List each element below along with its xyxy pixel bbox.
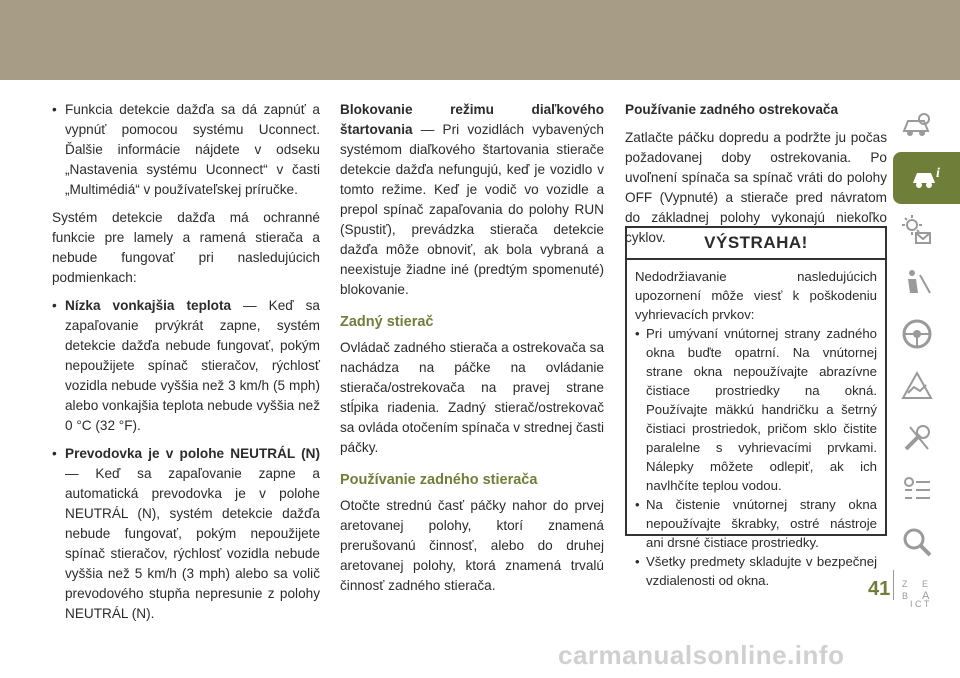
rear-wiper-paragraph: Ovládač zadného stierača a ostrekovača sa nachádza na páčke na ovládanie stierača/ostrekovača na pravej strane stĺpika riadenia. Zadný stierač/ostrekovač sa ovláda otočením spínača v strednej časti páčky. xyxy=(340,340,604,455)
tools-icon[interactable] xyxy=(893,412,941,464)
bullet-neutral-title: Prevodovka je v polohe NEUTRÁL (N) xyxy=(65,446,320,461)
column-1 xyxy=(52,100,320,632)
warning-intro: Nedodržiavanie nasledujúcich upozornení môže viesť k poškodeniu vyhrievacích prvkov: xyxy=(635,269,877,322)
bullet-low-temperature-text: — Keď sa zapaľovanie prvýkrát zapne, systém detekcie dažďa nebude fungovať, pokým nepoužijete spínač stieračov, rýchlosť vozidla nebude vyššia než 3 km/h (5 mph) alebo vonkajšia teplota nebude vyššia než 0 °C (32 °F). xyxy=(65,298,320,433)
car-info-icon[interactable] xyxy=(893,152,960,204)
settings-list-icon[interactable] xyxy=(893,464,941,516)
bullet-uconnect: • Funkcia detekcie dažďa sa dá zapnúť a vypnúť pomocou systému Uconnect. Ďalšie informácie nájdete v odseku „Nastavenia systému Uconnect“ v časti „Multimédiá“ v používateľskej príručke. xyxy=(52,100,320,200)
svg-text:A: A xyxy=(922,590,930,602)
bullet-neutral xyxy=(52,444,320,624)
side-tab-strip xyxy=(893,100,941,620)
bullet-low-temperature-title: Nízka vonkajšia teplota xyxy=(65,298,232,313)
warning-box xyxy=(625,226,887,588)
svg-text:B: B xyxy=(902,591,909,601)
remote-start-paragraph xyxy=(340,100,604,300)
bullet-neutral-text: — Keď sa zapaľovanie zapne a automatická prevodovka je v polohe NEUTRÁL (N), systém detekcie dažďa nebude fungovať, pokým nepoužijete spínač stieračov, rýchlosť vozidla nebude vyššia než 5 km/h (3 mph) alebo sa volič prevodového stupňa nepresunie z polohy NEUTRÁL (N). xyxy=(65,466,320,621)
dashboard-lights-icon[interactable] xyxy=(893,204,941,256)
bullet-low-temperature xyxy=(52,296,320,436)
warning-item: • Všetky predmety skladujte v bezpečnej vzdialenosti od okna. xyxy=(635,552,877,590)
index-letters-icon[interactable] xyxy=(893,568,941,620)
page-number: 41 xyxy=(868,578,891,600)
rear-wiper-usage-heading: Používanie zadného stierača xyxy=(340,472,538,488)
warning-triangle-icon[interactable] xyxy=(893,360,941,412)
rain-sensing-intro: Systém detekcie dažďa má ochranné funkcie pre lamely a ramená stierača a nebude fungovať pri nasledujúcich podmienkach: xyxy=(52,210,320,285)
svg-text:I C T: I C T xyxy=(910,599,930,609)
warning-body xyxy=(627,260,885,590)
watermark: carmanualsonline.info xyxy=(558,640,845,670)
car-search-icon[interactable] xyxy=(893,100,941,152)
top-banner xyxy=(0,0,960,80)
safety-airbag-icon[interactable] xyxy=(893,256,941,308)
rear-washer-paragraph: Zatlačte páčku dopredu a podržte ju počas požadovanej doby ostrekovania. Po uvoľnení spínača sa spínač vráti do polohy OFF (Vypnuté) a stierače pred návratom do základnej polohy vykonajú niekoľko cyklov. xyxy=(625,130,887,245)
search-icon[interactable] xyxy=(893,516,941,568)
svg-text:E: E xyxy=(922,579,929,589)
page-divider xyxy=(893,570,894,600)
remote-start-title: Blokovanie režimu diaľkového štartovania xyxy=(340,102,604,137)
wheel-icon[interactable] xyxy=(893,308,941,360)
warning-item: • Pri umývaní vnútornej strany zadného okna buďte opatrní. Na vnútornej strane okna nepoužívajte abrazívne čistiace prostriedky na okná. Používajte mäkkú handričku a šetrný čistiaci prostriedok, pričom sklo čistite paralelne s vyhrievacími prvkami. Nálepky môžete odlepiť, ak ich navlhčíte teplou vodou. xyxy=(635,324,877,495)
rear-wiper-usage-paragraph: Otočte strednú časť páčky nahor do prvej aretovanej polohy, ktorí znamená prerušovanú činnosť, alebo do druhej aretovanej polohy, ktorá znamená trvalú činnosť zadného stierača. xyxy=(340,498,604,593)
column-2 xyxy=(340,100,604,604)
rear-washer-heading: Používanie zadného ostrekovača xyxy=(625,102,839,117)
remote-start-text: — Pri vozidlách vybavených systémom diaľkového štartovania stierače detekcie dažďa nefungujú, keď je vozidlo v tomto režime. Keď je vodič vo vozidle a prepol spínač zapaľovania do polohy RUN (Spustiť), prevádzka stierača detekcie dažďa môže obnoviť, ak bola vybraná a neexistuje žiadne iné (predtým spomenuté) blokovanie. xyxy=(340,122,604,297)
rear-wiper-heading: Zadný stierač xyxy=(340,314,434,330)
svg-text:i: i xyxy=(935,166,940,181)
warning-title: VÝSTRAHA! xyxy=(627,228,885,260)
svg-text:Z: Z xyxy=(902,579,908,589)
warning-item: • Na čistenie vnútornej strany okna nepoužívajte škrabky, ostré nástroje ani drsné čistiace prostriedky. xyxy=(635,495,877,552)
